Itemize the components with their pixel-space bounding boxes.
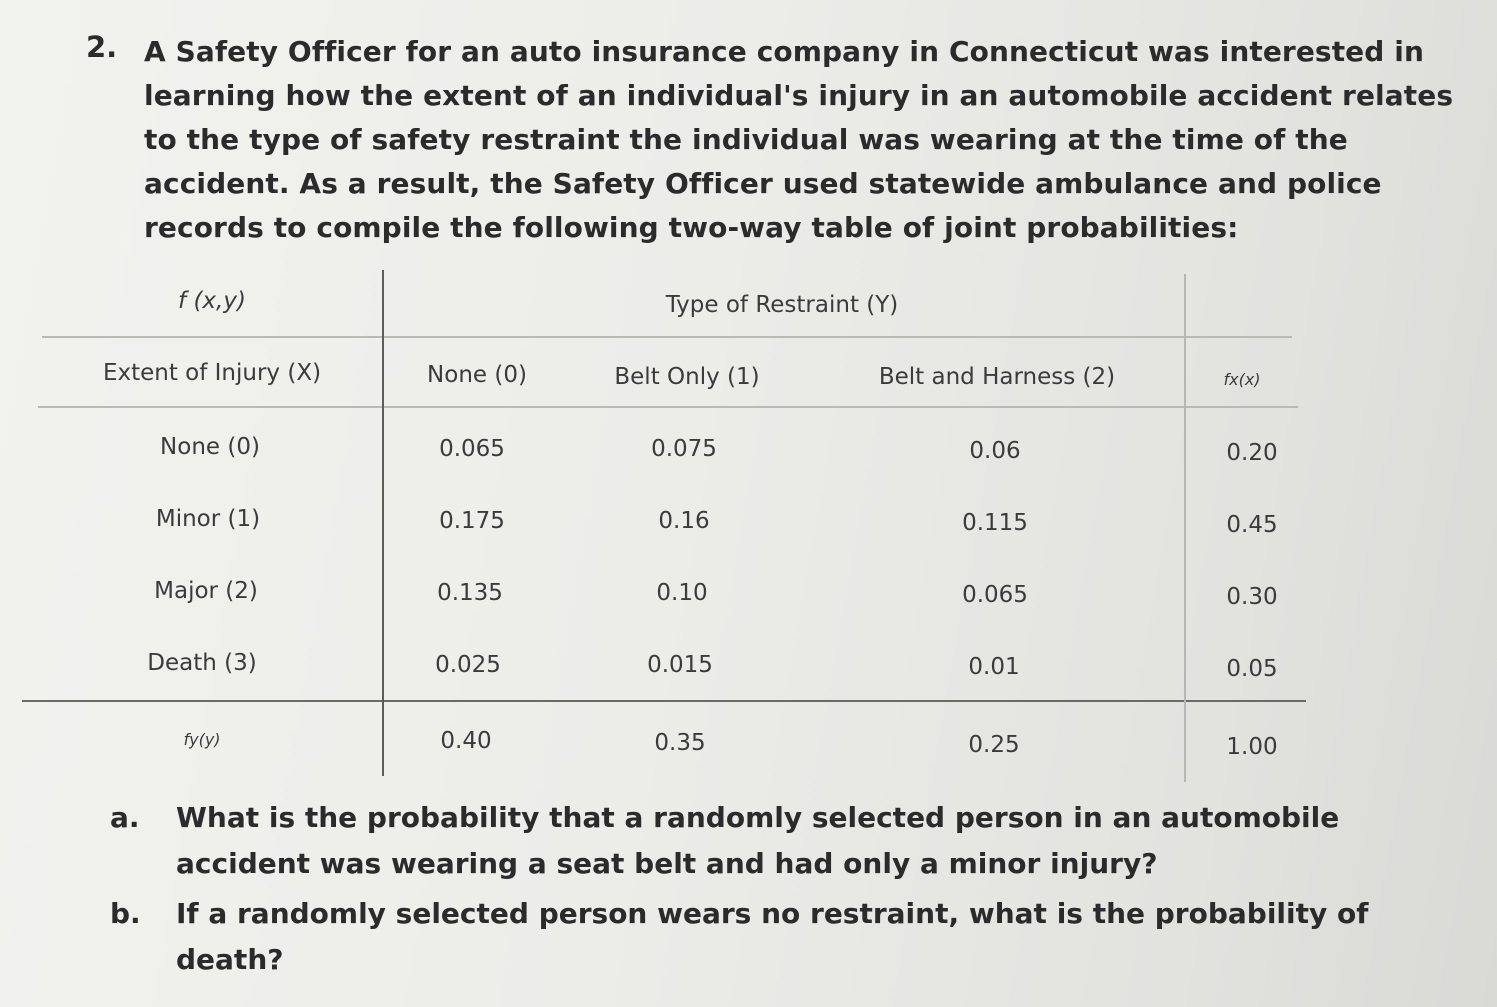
cell-value: 0.30 xyxy=(1226,584,1278,610)
table-divider-left xyxy=(382,270,384,776)
row-label-death: Death (3) xyxy=(147,650,257,676)
question-letter: b. xyxy=(110,897,141,930)
row-label-marginal-y: fy(y) xyxy=(183,730,221,749)
cell-value: 0.015 xyxy=(647,652,713,678)
row-label-major: Major (2) xyxy=(154,578,258,604)
problem-number: 2. xyxy=(86,30,118,64)
table-rule-subheader xyxy=(38,406,1298,408)
cell-value: 0.065 xyxy=(439,436,505,462)
row-label-minor: Minor (1) xyxy=(155,506,261,532)
cell-value: 0.05 xyxy=(1226,656,1278,682)
question-letter: a. xyxy=(110,801,140,834)
question-text: If a randomly selected person wears no restraint, what is the probability of death? xyxy=(176,897,1369,976)
cell-value: 0.25 xyxy=(968,732,1020,758)
column-header-belt-and-harness: Belt and Harness (2) xyxy=(878,364,1116,390)
column-header-none: None (0) xyxy=(427,362,527,388)
cell-value: 0.40 xyxy=(440,728,492,754)
table-rule-total xyxy=(22,700,1306,702)
column-header-marginal-x: fx(x) xyxy=(1223,370,1261,389)
cell-value: 0.01 xyxy=(968,654,1020,680)
injury-row-header: Extent of Injury (X) xyxy=(102,360,322,386)
restraint-group-header: Type of Restraint (Y) xyxy=(665,292,899,318)
cell-value: 0.025 xyxy=(435,652,501,678)
row-label-none: None (0) xyxy=(160,434,260,460)
cell-value: 0.35 xyxy=(654,730,706,756)
cell-value: 0.135 xyxy=(437,580,503,606)
joint-probability-table xyxy=(22,270,1312,780)
table-divider-right xyxy=(1184,274,1186,782)
cell-value: 0.115 xyxy=(962,510,1028,536)
cell-value: 0.45 xyxy=(1226,512,1278,538)
cell-value: 0.175 xyxy=(439,508,505,534)
cell-value: 0.16 xyxy=(658,508,710,534)
cell-value: 0.20 xyxy=(1226,440,1278,466)
cell-value: 0.06 xyxy=(969,438,1021,464)
corner-label: f (x,y) xyxy=(178,288,246,314)
cell-value: 0.065 xyxy=(962,582,1028,608)
problem-text: A Safety Officer for an auto insurance company in Connecticut was interested in learning how the extent of an individual's injury in an automobile accident relates to the type of safety restraint the individual was wearing at the time of the accident. As a result, the Safety Officer used statewide ambulance and police records to compile the following two-way table of joint probabilities: xyxy=(144,35,1454,244)
column-header-belt-only: Belt Only (1) xyxy=(614,364,760,390)
cell-value: 0.075 xyxy=(651,436,717,462)
table-rule-header xyxy=(42,336,1292,338)
cell-value: 1.00 xyxy=(1226,734,1278,760)
question-text: What is the probability that a randomly selected person in an automobile accident was wearing a seat belt and had only a minor injury? xyxy=(176,801,1340,880)
cell-value: 0.10 xyxy=(656,580,708,606)
